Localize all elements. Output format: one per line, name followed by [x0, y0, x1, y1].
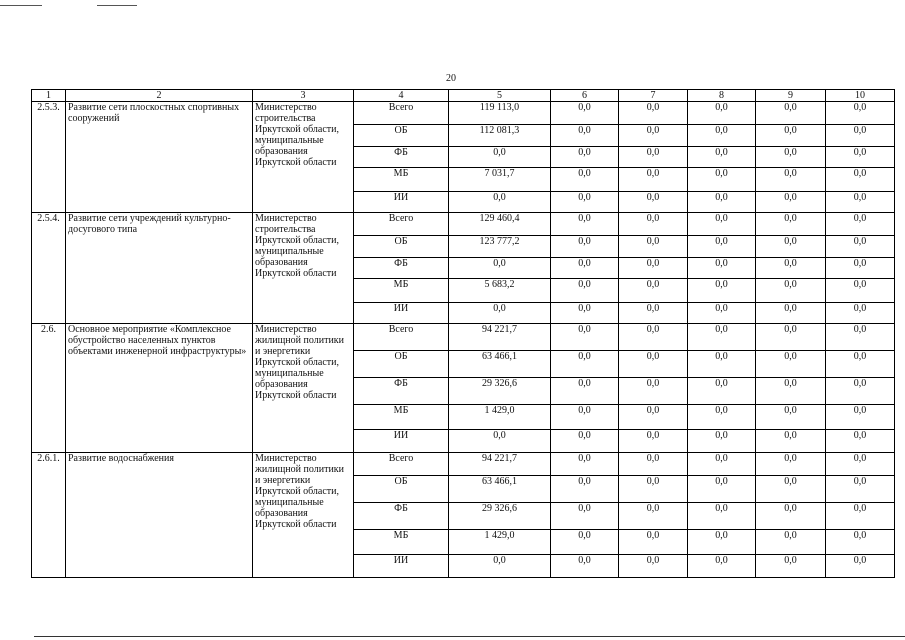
- amount-cell: 0,0: [688, 168, 756, 192]
- amount-cell: 0,0: [619, 453, 688, 476]
- funding-source: ФБ: [354, 147, 449, 168]
- amount-cell: 0,0: [826, 476, 895, 503]
- amount-cell: 0,0: [619, 351, 688, 378]
- amount-cell: 0,0: [826, 213, 895, 236]
- amount-cell: 0,0: [756, 125, 826, 147]
- amount-cell: 129 460,4: [449, 213, 551, 236]
- amount-cell: 0,0: [826, 324, 895, 351]
- amount-cell: 0,0: [826, 236, 895, 258]
- amount-cell: 5 683,2: [449, 279, 551, 303]
- section-name: Развитие сети учреждений культурно-досугового типа: [66, 213, 253, 324]
- funding-source: ФБ: [354, 378, 449, 405]
- funding-source: ОБ: [354, 476, 449, 503]
- amount-cell: 0,0: [756, 279, 826, 303]
- amount-cell: 0,0: [756, 476, 826, 503]
- amount-cell: 0,0: [688, 503, 756, 530]
- amount-cell: 0,0: [756, 324, 826, 351]
- column-header: 1: [32, 90, 66, 102]
- amount-cell: 1 429,0: [449, 530, 551, 555]
- section-code: 2.5.4.: [32, 213, 66, 324]
- amount-cell: 0,0: [619, 236, 688, 258]
- amount-cell: 0,0: [551, 530, 619, 555]
- amount-cell: 0,0: [826, 430, 895, 453]
- amount-cell: 0,0: [688, 125, 756, 147]
- amount-cell: 0,0: [551, 503, 619, 530]
- amount-cell: 0,0: [688, 147, 756, 168]
- column-header: 7: [619, 90, 688, 102]
- amount-cell: 0,0: [619, 258, 688, 279]
- section-code: 2.6.: [32, 324, 66, 453]
- funding-source: МБ: [354, 530, 449, 555]
- amount-cell: 0,0: [619, 503, 688, 530]
- amount-cell: 1 429,0: [449, 405, 551, 430]
- column-header: 4: [354, 90, 449, 102]
- amount-cell: 0,0: [551, 324, 619, 351]
- amount-cell: 0,0: [688, 213, 756, 236]
- amount-cell: 0,0: [826, 530, 895, 555]
- section-executor: Министерство строительства Иркутской области, муниципальные образования Иркутской области: [253, 213, 354, 324]
- page-number: 20: [446, 73, 456, 84]
- amount-cell: 0,0: [826, 147, 895, 168]
- funding-source: ОБ: [354, 236, 449, 258]
- amount-cell: 0,0: [756, 555, 826, 578]
- amount-cell: 0,0: [619, 430, 688, 453]
- amount-cell: 0,0: [551, 147, 619, 168]
- amount-cell: 0,0: [551, 192, 619, 213]
- section-executor: Министерство строительства Иркутской области, муниципальные образования Иркутской области: [253, 102, 354, 213]
- section-name: Развитие водоснабжения: [66, 453, 253, 578]
- scan-line-top-left: [0, 5, 42, 6]
- amount-cell: 0,0: [756, 530, 826, 555]
- funding-source: Всего: [354, 324, 449, 351]
- amount-cell: 0,0: [826, 279, 895, 303]
- funding-source: ФБ: [354, 503, 449, 530]
- amount-cell: 0,0: [826, 192, 895, 213]
- section-name: Основное мероприятие «Комплексное обустройство населенных пунктов объектами инженерной инфраструктуры»: [66, 324, 253, 453]
- amount-cell: 7 031,7: [449, 168, 551, 192]
- funding-source: Всего: [354, 213, 449, 236]
- amount-cell: 0,0: [688, 236, 756, 258]
- column-header: 10: [826, 90, 895, 102]
- funding-source: МБ: [354, 168, 449, 192]
- amount-cell: 0,0: [551, 555, 619, 578]
- column-header: 6: [551, 90, 619, 102]
- amount-cell: 0,0: [688, 258, 756, 279]
- amount-cell: 119 113,0: [449, 102, 551, 125]
- amount-cell: 0,0: [688, 430, 756, 453]
- amount-cell: 0,0: [619, 530, 688, 555]
- funding-source: ИИ: [354, 430, 449, 453]
- amount-cell: 0,0: [551, 405, 619, 430]
- section-executor: Министерство жилищной политики и энергетики Иркутской области, муниципальные образования Иркутской области: [253, 453, 354, 578]
- amount-cell: 0,0: [619, 405, 688, 430]
- amount-cell: 0,0: [449, 192, 551, 213]
- column-header: 3: [253, 90, 354, 102]
- amount-cell: 0,0: [551, 168, 619, 192]
- amount-cell: 0,0: [619, 213, 688, 236]
- amount-cell: 0,0: [619, 555, 688, 578]
- amount-cell: 0,0: [826, 351, 895, 378]
- funding-source: ОБ: [354, 125, 449, 147]
- amount-cell: 0,0: [756, 351, 826, 378]
- amount-cell: 94 221,7: [449, 453, 551, 476]
- amount-cell: 0,0: [688, 102, 756, 125]
- amount-cell: 0,0: [619, 147, 688, 168]
- amount-cell: 0,0: [826, 258, 895, 279]
- amount-cell: 0,0: [826, 405, 895, 430]
- funding-source: ИИ: [354, 303, 449, 324]
- amount-cell: 0,0: [449, 147, 551, 168]
- amount-cell: 0,0: [551, 236, 619, 258]
- amount-cell: 0,0: [756, 258, 826, 279]
- amount-cell: 0,0: [551, 351, 619, 378]
- amount-cell: 0,0: [756, 303, 826, 324]
- amount-cell: 0,0: [826, 453, 895, 476]
- amount-cell: 0,0: [756, 236, 826, 258]
- scan-line-top-right: [97, 5, 137, 6]
- amount-cell: 0,0: [551, 453, 619, 476]
- amount-cell: 0,0: [619, 168, 688, 192]
- funding-source: Всего: [354, 453, 449, 476]
- amount-cell: 0,0: [826, 555, 895, 578]
- amount-cell: 0,0: [756, 168, 826, 192]
- column-header: 8: [688, 90, 756, 102]
- amount-cell: 0,0: [826, 125, 895, 147]
- amount-cell: 0,0: [619, 378, 688, 405]
- amount-cell: 0,0: [688, 351, 756, 378]
- amount-cell: 0,0: [449, 555, 551, 578]
- amount-cell: 0,0: [756, 147, 826, 168]
- funding-source: ФБ: [354, 258, 449, 279]
- amount-cell: 0,0: [551, 213, 619, 236]
- amount-cell: 0,0: [619, 279, 688, 303]
- amount-cell: 0,0: [551, 102, 619, 125]
- amount-cell: 0,0: [551, 279, 619, 303]
- amount-cell: 0,0: [688, 453, 756, 476]
- amount-cell: 0,0: [688, 405, 756, 430]
- amount-cell: 0,0: [756, 378, 826, 405]
- amount-cell: 0,0: [756, 192, 826, 213]
- amount-cell: 63 466,1: [449, 351, 551, 378]
- amount-cell: 0,0: [688, 324, 756, 351]
- table-row: [32, 453, 895, 476]
- amount-cell: 0,0: [551, 430, 619, 453]
- table-row: [32, 324, 895, 351]
- amount-cell: 0,0: [756, 453, 826, 476]
- amount-cell: 0,0: [756, 503, 826, 530]
- amount-cell: 112 081,3: [449, 125, 551, 147]
- amount-cell: 0,0: [826, 168, 895, 192]
- amount-cell: 0,0: [688, 279, 756, 303]
- amount-cell: 63 466,1: [449, 476, 551, 503]
- table-row: [32, 213, 895, 236]
- amount-cell: 0,0: [619, 476, 688, 503]
- column-header: 5: [449, 90, 551, 102]
- amount-cell: 123 777,2: [449, 236, 551, 258]
- amount-cell: 0,0: [756, 405, 826, 430]
- amount-cell: 0,0: [551, 303, 619, 324]
- funding-source: МБ: [354, 405, 449, 430]
- funding-source: МБ: [354, 279, 449, 303]
- column-header: 9: [756, 90, 826, 102]
- column-header: 2: [66, 90, 253, 102]
- amount-cell: 0,0: [756, 213, 826, 236]
- amount-cell: 0,0: [688, 555, 756, 578]
- amount-cell: 0,0: [826, 102, 895, 125]
- budget-table: [31, 89, 895, 578]
- amount-cell: 0,0: [449, 430, 551, 453]
- amount-cell: 29 326,6: [449, 503, 551, 530]
- amount-cell: 0,0: [688, 378, 756, 405]
- amount-cell: 0,0: [619, 303, 688, 324]
- section-code: 2.6.1.: [32, 453, 66, 578]
- amount-cell: 0,0: [826, 378, 895, 405]
- amount-cell: 0,0: [551, 378, 619, 405]
- amount-cell: 29 326,6: [449, 378, 551, 405]
- funding-source: ИИ: [354, 555, 449, 578]
- amount-cell: 0,0: [449, 258, 551, 279]
- amount-cell: 0,0: [449, 303, 551, 324]
- amount-cell: 0,0: [619, 324, 688, 351]
- funding-source: ОБ: [354, 351, 449, 378]
- amount-cell: 0,0: [688, 530, 756, 555]
- funding-source: Всего: [354, 102, 449, 125]
- amount-cell: 0,0: [551, 476, 619, 503]
- amount-cell: 0,0: [551, 125, 619, 147]
- amount-cell: 0,0: [688, 303, 756, 324]
- section-executor: Министерство жилищной политики и энергетики Иркутской области, муниципальные образования Иркутской области: [253, 324, 354, 453]
- table-row: [32, 102, 895, 125]
- amount-cell: 94 221,7: [449, 324, 551, 351]
- amount-cell: 0,0: [688, 476, 756, 503]
- section-code: 2.5.3.: [32, 102, 66, 213]
- amount-cell: 0,0: [688, 192, 756, 213]
- scan-line-bottom: [34, 636, 905, 637]
- amount-cell: 0,0: [619, 125, 688, 147]
- amount-cell: 0,0: [826, 303, 895, 324]
- column-number-row: [32, 90, 895, 102]
- amount-cell: 0,0: [551, 258, 619, 279]
- amount-cell: 0,0: [756, 430, 826, 453]
- amount-cell: 0,0: [826, 503, 895, 530]
- amount-cell: 0,0: [619, 192, 688, 213]
- section-name: Развитие сети плоскостных спортивных сооружений: [66, 102, 253, 213]
- amount-cell: 0,0: [756, 102, 826, 125]
- funding-source: ИИ: [354, 192, 449, 213]
- amount-cell: 0,0: [619, 102, 688, 125]
